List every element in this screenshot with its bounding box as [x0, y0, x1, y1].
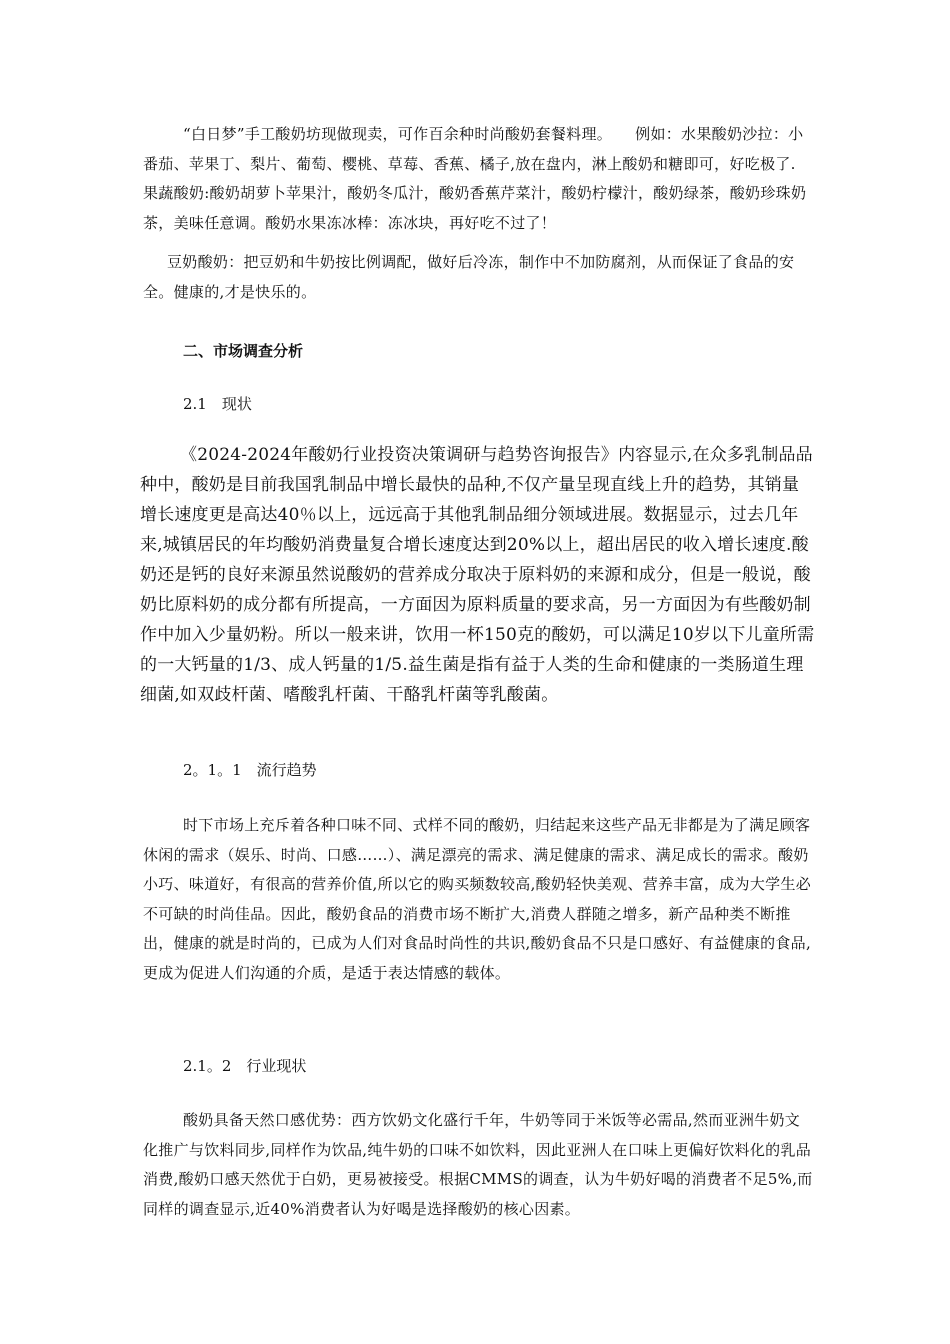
paragraph-current-status: 《2024-2024年酸奶行业投资决策调研与趋势咨询报告》内容显示,在众多乳制品品种中，酸奶是目前我国乳制品中增长最快的品种,不仅产量呈现直线上升的趋势，其销量增长速度更是高达40％以上，远远高于其他乳制品细分领域进展。数据显示，过去几年来,城镇居民的年均酸奶消费量复合增长速度达到20%以上，超出居民的收入增长速度.酸奶还是钙的良好来源虽然说酸奶的营养成分取决于原料奶的来源和成分，但是一般说，酸奶比原料奶的成分都有所提高，一方面因为原料质量的要求高，另一方面因为有些酸奶制作中加入少量奶粉。所以一般来讲，饮用一杯150克的酸奶，可以满足10岁以下儿童所需的一大钙量的1/3、成人钙量的1/5.益生菌是指有益于人类的生命和健康的一类肠道生理细菌,如双歧杆菌、嗜酸乳杆菌、干酪乳杆菌等乳酸菌。	[140, 445, 815, 705]
intro-paragraph-recipes: “白日梦”手工酸奶坊现做现卖，可作百余种时尚酸奶套餐料理。 例如：水果酸奶沙拉：小番茄、苹果丁、梨片、葡萄、樱桃、草莓、香蕉、橘子,放在盘内，淋上酸奶和糖即可，好吃极了. 果蔬酸奶:酸奶胡萝卜苹果汁，酸奶冬瓜汁，酸奶香蕉芹菜汁，酸奶柠檬汁，酸奶绿茶，酸奶珍珠奶茶，美味任意调。酸奶水果冻冰棒：冻冰块，再好吃不过了！	[143, 125, 812, 232]
intro-paragraph-soy-yogurt: 豆奶酸奶：把豆奶和牛奶按比例调配，做好后冷冻，制作中不加防腐剂，从而保证了食品的安全。健康的,才是快乐的。	[143, 253, 795, 301]
subsection-title-2-1: 2.1 现状	[183, 395, 252, 413]
section-heading-market-analysis: 二、市场调查分析	[183, 342, 304, 360]
subsection-title-2-1-1: 2。1。1 流行趋势	[183, 761, 317, 779]
paragraph-popular-trend: 时下市场上充斥着各种口味不同、式样不同的酸奶，归结起来这些产品无非都是为了满足顾客休闲的需求（娱乐、时尚、口感……）、满足漂亮的需求、满足健康的需求、满足成长的需求。酸奶小巧、味道好，有很高的营养价值,所以它的购买频数较高,酸奶轻快美观、营养丰富，成为大学生必不可缺的时尚佳品。因此，酸奶食品的消费市场不断扩大,消费人群随之增多，新产品种类不断推出，健康的就是时尚的，已成为人们对食品时尚性的共识,酸奶食品不只是口感好、有益健康的食品,更成为促进人们沟通的介质，是适于表达情感的载体。	[143, 816, 812, 982]
paragraph-industry-status: 酸奶具备天然口感优势：西方饮奶文化盛行千年，牛奶等同于米饭等必需品,然而亚洲牛奶文化推广与饮料同步,同样作为饮品,纯牛奶的口味不如饮料，因此亚洲人在口味上更偏好饮料化的乳品消费,酸奶口感天然优于白奶，更易被接受。根据CMMS的调查，认为牛奶好喝的消费者不足5%,而同样的调查显示,近40%消费者认为好喝是选择酸奶的核心因素。	[143, 1111, 813, 1218]
subsection-title-2-1-2: 2.1。2 行业现状	[183, 1057, 307, 1075]
